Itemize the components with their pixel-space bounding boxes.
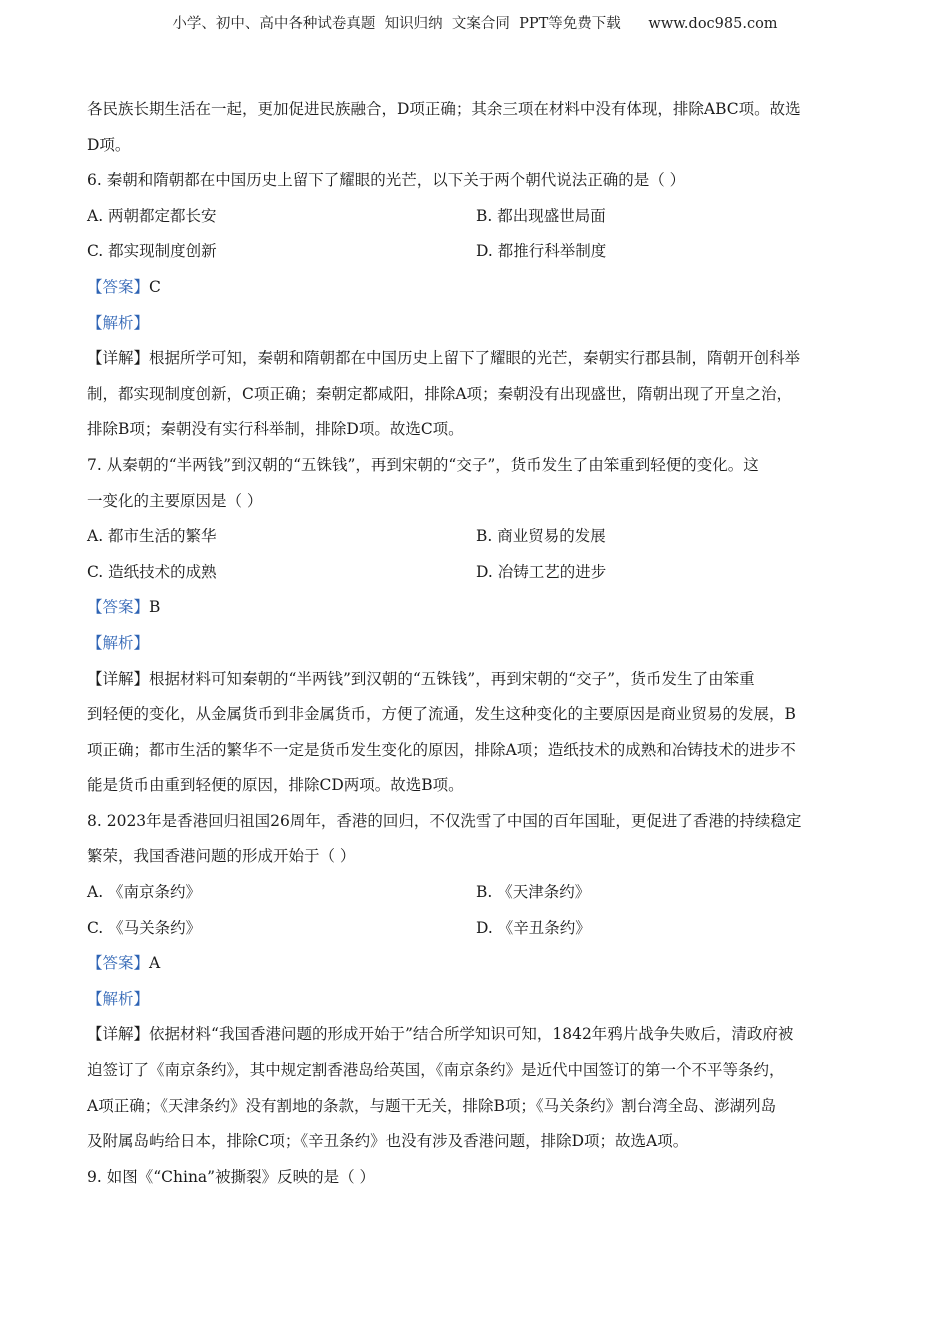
- document-body: [87, 92, 863, 1195]
- q8-option-d: D. 《辛丑条约》: [476, 918, 591, 937]
- q7-analysis-tag: 【解析】: [87, 633, 150, 652]
- q8-detail-line-4: 及附属岛屿给日本，排除C项；《辛丑条约》也没有涉及香港问题，排除D项；故选A项。: [87, 1132, 689, 1151]
- q7-detail-text-1: 根据材料可知秦朝的“半两钱”到汉朝的“五铢钱”，再到宋朝的“交子”，货币发生了由笨重: [149, 669, 755, 688]
- q6-option-b: B. 都出现盛世局面: [476, 206, 606, 225]
- q6-detail-text-1: 根据所学可知，秦朝和隋朝都在中国历史上留下了耀眼的光芒，秦朝实行郡县制，隋朝开创科举: [149, 349, 801, 368]
- q7-detail-tag: 【详解】: [87, 669, 150, 688]
- q8-analysis-tag: 【解析】: [87, 989, 150, 1008]
- q7-stem-line-2: 一变化的主要原因是（ ）: [87, 491, 263, 510]
- q6-answer-tag: 【答案】: [87, 277, 150, 296]
- q7-option-b: B. 商业贸易的发展: [476, 527, 606, 546]
- q8-detail-line-1: [87, 1017, 863, 1053]
- q8-option-b: B. 《天津条约》: [476, 883, 591, 902]
- q7-detail-line-4: 能是货币由重到轻便的原因，排除CD两项。故选B项。: [87, 776, 464, 795]
- q6-detail-line-2: 制，都实现制度创新，C项正确；秦朝定都咸阳，排除A项；秦朝没有出现盛世，隋朝出现了开皇之治，: [87, 384, 793, 403]
- q7-detail-line-3: 项正确；都市生活的繁华不一定是货币发生变化的原因，排除A项；造纸技术的成熟和冶铸技术的进步不: [87, 740, 796, 759]
- q6-detail-line-1: [87, 341, 863, 377]
- q8-stem-line-1: 8. 2023年是香港回归祖国26周年，香港的回归，不仅洗雪了中国的百年国耻，更促进了香港的持续稳定: [87, 811, 802, 830]
- q6-stem: 6. 秦朝和隋朝都在中国历史上留下了耀眼的光芒，以下关于两个朝代说法正确的是（ ）: [87, 171, 686, 190]
- q6-option-c: C. 都实现制度创新: [87, 242, 217, 261]
- q8-detail-line-3: A项正确；《天津条约》没有割地的条款，与题干无关，排除B项；《马关条约》割台湾全岛、澎湖列岛: [87, 1096, 777, 1115]
- q7-option-a: A. 都市生活的繁华: [87, 527, 217, 546]
- q7-option-d: D. 冶铸工艺的进步: [476, 562, 607, 581]
- q8-answer-value: A: [149, 954, 161, 973]
- q5-tail-line-1: 各民族长期生活在一起，更加促进民族融合，D项正确；其余三项在材料中没有体现，排除ABC项。故选: [87, 100, 801, 118]
- q8-answer: [87, 946, 863, 982]
- q6-options-row-1: [87, 199, 863, 235]
- q8-options-row-2: [87, 911, 863, 947]
- page-header: 小学、初中、高中各种试卷真题 知识归纳 文案合同 PPT等免费下载 www.doc985.com: [172, 16, 778, 32]
- q6-option-d: D. 都推行科举制度: [476, 242, 607, 261]
- q6-answer: [87, 270, 863, 306]
- q8-option-a: A. 《南京条约》: [87, 883, 202, 902]
- q7-option-c: C. 造纸技术的成熟: [87, 562, 217, 581]
- q8-option-c: C. 《马关条约》: [87, 918, 202, 937]
- q6-detail-tag: 【详解】: [87, 349, 150, 368]
- q8-options-row-1: [87, 875, 863, 911]
- q8-answer-tag: 【答案】: [87, 954, 150, 973]
- q7-stem-line-1: 7. 从秦朝的“半两钱”到汉朝的“五铢钱”，再到宋朝的“交子”，货币发生了由笨重到轻便的变化。这: [87, 455, 759, 474]
- q6-options-row-2: [87, 234, 863, 270]
- q7-answer: [87, 590, 863, 626]
- q7-options-row-1: [87, 519, 863, 555]
- q7-answer-value: B: [149, 598, 161, 617]
- q6-option-a: A. 两朝都定都长安: [87, 206, 217, 225]
- q9-stem: 9. 如图《“China”被撕裂》反映的是（ ）: [87, 1167, 376, 1186]
- q6-analysis-tag: 【解析】: [87, 313, 150, 332]
- q8-detail-tag: 【详解】: [87, 1025, 150, 1044]
- q8-detail-line-2: 迫签订了《南京条约》，其中规定割香港岛给英国，《南京条约》是近代中国签订的第一个不平等条约，: [87, 1061, 785, 1080]
- q6-detail-line-3: 排除B项；秦朝没有实行科举制，排除D项。故选C项。: [87, 420, 464, 439]
- q7-detail-line-2: 到轻便的变化，从金属货币到非金属货币，方便了流通，发生这种变化的主要原因是商业贸易的发展，B: [87, 705, 796, 724]
- q8-detail-text-1: 依据材料“我国香港问题的形成开始于”结合所学知识可知，1842年鸦片战争失败后，清政府被: [149, 1025, 794, 1044]
- q7-detail-line-1: [87, 662, 863, 698]
- q8-stem-line-2: 繁荣，我国香港问题的形成开始于（ ）: [87, 847, 356, 866]
- q5-tail-line-2: D项。: [87, 135, 131, 154]
- q7-answer-tag: 【答案】: [87, 598, 150, 617]
- q6-answer-value: C: [149, 277, 161, 296]
- q7-options-row-2: [87, 555, 863, 591]
